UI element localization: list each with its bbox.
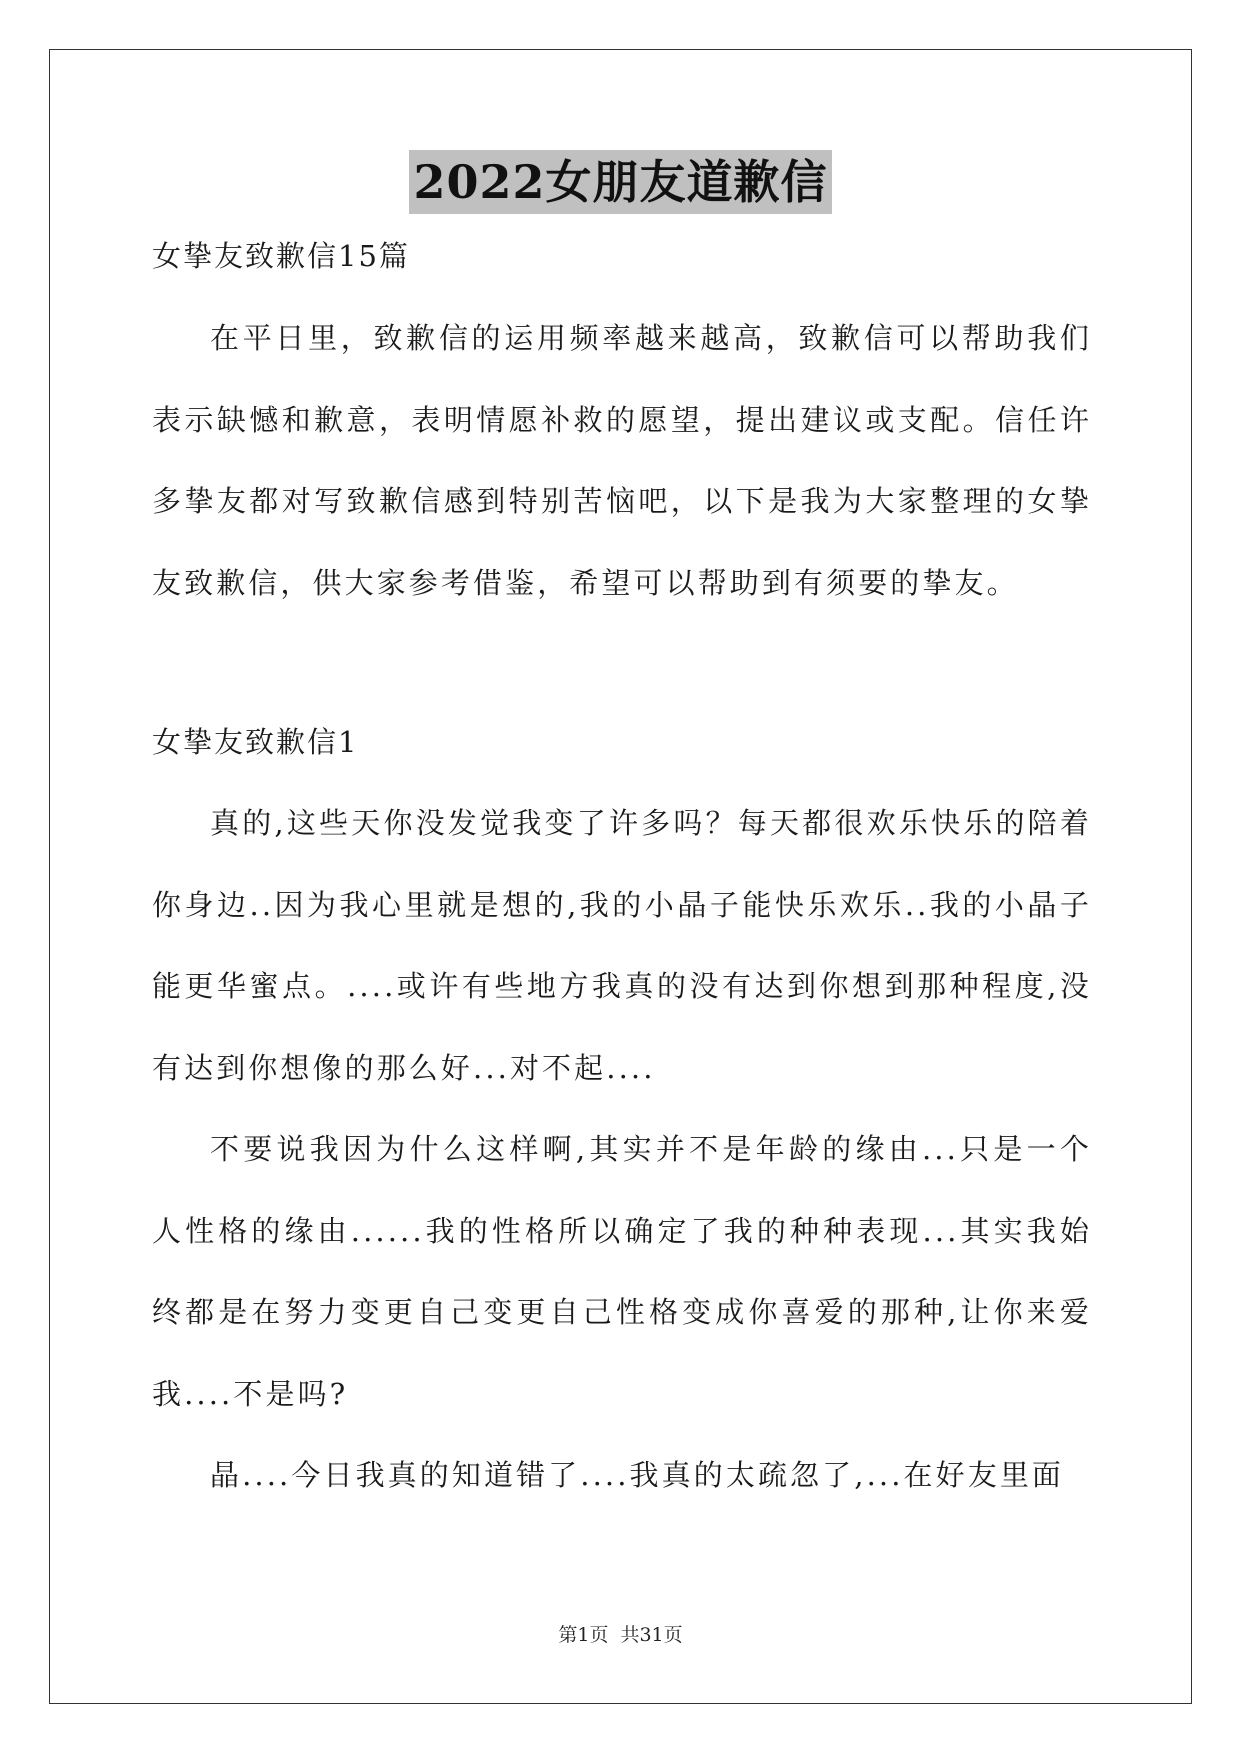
- body-paragraph: 晶....今日我真的知道错了....我真的太疏忽了,...在好友里面: [210, 1458, 1065, 1492]
- document-body: [152, 236, 1092, 1517]
- page-footer: [0, 1623, 1241, 1647]
- section-heading: 女挚友致歉信1: [152, 725, 359, 759]
- page-total: 共31页: [620, 1624, 683, 1646]
- intro-paragraph: 在平日里，致歉信的运用频率越来越高，致歉信可以帮助我们表示缺憾和歉意，表明情愿补救的愿望，提出建议或支配。信任许多挚友都对写致歉信感到特别苦恼吧，以下是我为大家整理的女挚友致歉信，供大家参考借鉴，希望可以帮助到有须要的挚友。: [152, 321, 1092, 600]
- document-title: 2022女朋友道歉信: [409, 150, 831, 214]
- document-subtitle: 女挚友致歉信15篇: [152, 239, 410, 273]
- body-paragraph: 不要说我因为什么这样啊,其实并不是年龄的缘由...只是一个人性格的缘由......我的性格所以确定了我的种种表现...其实我始终都是在努力变更自己变更自己性格变成你喜爱的那种,让你来爱我....不是吗?: [152, 1132, 1092, 1411]
- title-container: [0, 150, 1241, 214]
- body-paragraph: 真的,这些天你没发觉我变了许多吗？每天都很欢乐快乐的陪着你身边..因为我心里就是想的,我的小晶子能快乐欢乐..我的小晶子能更华蜜点。....或许有些地方我真的没有达到你想到那种程度,没有达到你想像的那么好...对不起....: [152, 806, 1092, 1085]
- page-number: 第1页: [558, 1624, 609, 1646]
